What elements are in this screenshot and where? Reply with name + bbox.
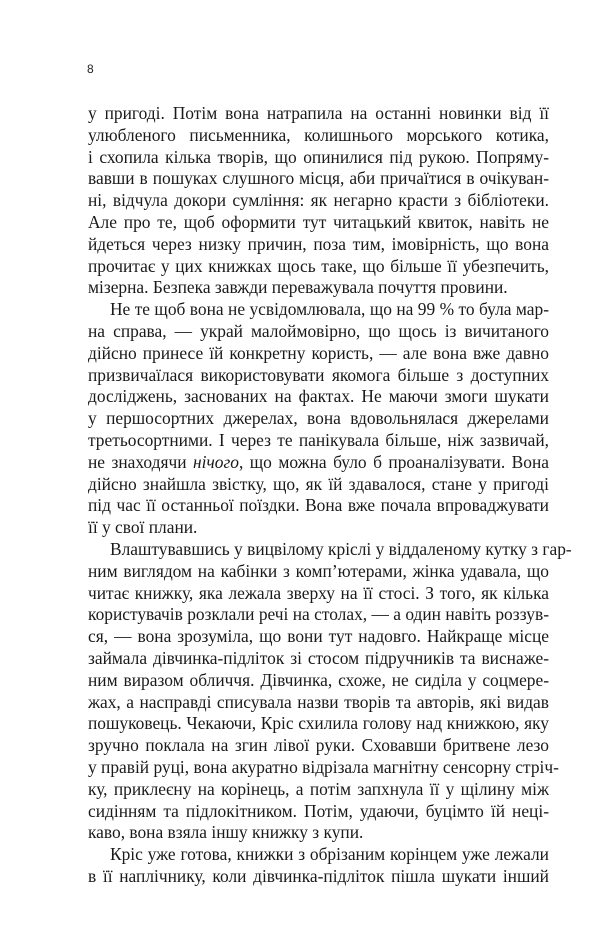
text-line: мізерна. Безпека завжди переважувала почуття провини. [88,277,508,298]
paragraph [88,538,572,844]
text-line: не знаходячи нічого, що можна було б проаналізувати. Вона [88,451,549,472]
italic-emphasis: нічого [193,451,239,472]
text-line: її у свої плани. [88,517,198,538]
text-line: під час її останньої поїздки. Вона вже почала впроваджувати [88,495,549,516]
text-line: у пригоді. Потім вона натрапила на останні новинки від її [88,103,549,123]
text-line: каво, вона взяла іншу книжку з купи. [88,822,364,843]
text-line: вавши в пошуках слушного місця, аби причаїтися в очікуван- [88,168,549,189]
text-line: третьосортними. І через те панікувала більше, ніж зазвичай, [88,429,549,450]
text-line: ні, відчула докори сумління: як негарно красти з бібліотеки. [88,190,549,211]
text-line: зручно поклала на згин лівої руки. Сховавши бритвене лезо [88,735,549,756]
text-line: призвичаїлася використовувати якомога більше з доступних [88,364,549,385]
text-line: дійсно знайшла звістку, що, як їй здавалося, стане у пригоді [88,473,549,494]
text-line: улюбленого письменника, колишнього морського котика, [88,124,549,145]
text-line: Але про те, щоб оформити тут читацький квиток, навіть не [88,211,549,232]
paragraph [88,844,549,888]
body-text [88,103,572,888]
text-line: читає книжку, яка лежала зверху на її стосі. З того, як кілька [88,582,549,603]
text-line: сидінням та підлокітником. Потім, удаючи, буцімто їй неці- [88,800,549,821]
text-line: Не те щоб вона не усвідомлювала, що на 99 % то була мар- [110,299,549,320]
text-line: дійсно принесе їй конкретну користь, — але вона вже давно [88,342,549,363]
text-line: досліджень, заснованих на фактах. Не маючи змоги шукати [88,386,549,407]
text-line: Влаштувавшись у вицвілому кріслі у віддаленому кутку з гар- [110,538,572,559]
text-line: прочитає у цих книжках щось таке, що більше її убезпечить, [88,255,549,276]
text-line: пошуковець. Чекаючи, Кріс схилила голову над книжкою, яку [88,713,549,734]
text-line: в її наплічнику, коли дівчинка-підліток пішла шукати інший [88,865,549,886]
text-line: ним виразом обличчя. Дівчинка, схоже, не сиділа у соцмере- [88,669,549,690]
text-line: жах, а насправді списувала назви творів та авторів, які видав [88,691,549,712]
paragraph [88,299,549,539]
text-line: користувачів розклали речі на столах, — а один навіть роззув- [88,604,549,625]
page-number: 8 [87,62,94,76]
paragraph [88,103,549,299]
text-line: у правій руці, вона акуратно відрізала магнітну сенсорну стріч- [88,756,559,777]
text-line: і схопила кілька творів, що опинилися під рукою. Попряму- [88,146,549,167]
text-line: ся, — вона зрозуміла, що вони тут надовго. Найкраще місце [88,626,549,647]
text-line: у першосортних джерелах, вона вдовольнялася джерелами [88,408,549,429]
text-line: йдеться через низку причин, поза тим, імовірність, що вона [88,233,549,254]
text-line: на справа, — украй малоймовірно, що щось із вичитаного [88,320,549,341]
text-line: ним виглядом на кабінки з комп’ютерами, жінка удавала, що [88,560,549,581]
text-line: ку, приклеєну на корінець, а потім запхнула її у щілину між [88,778,549,799]
text-line: Кріс уже готова, книжки з обрізаним корінцем уже лежали [110,844,549,865]
text-line: займала дівчинка-підліток зі стосом підручників та виснаже- [88,647,549,668]
